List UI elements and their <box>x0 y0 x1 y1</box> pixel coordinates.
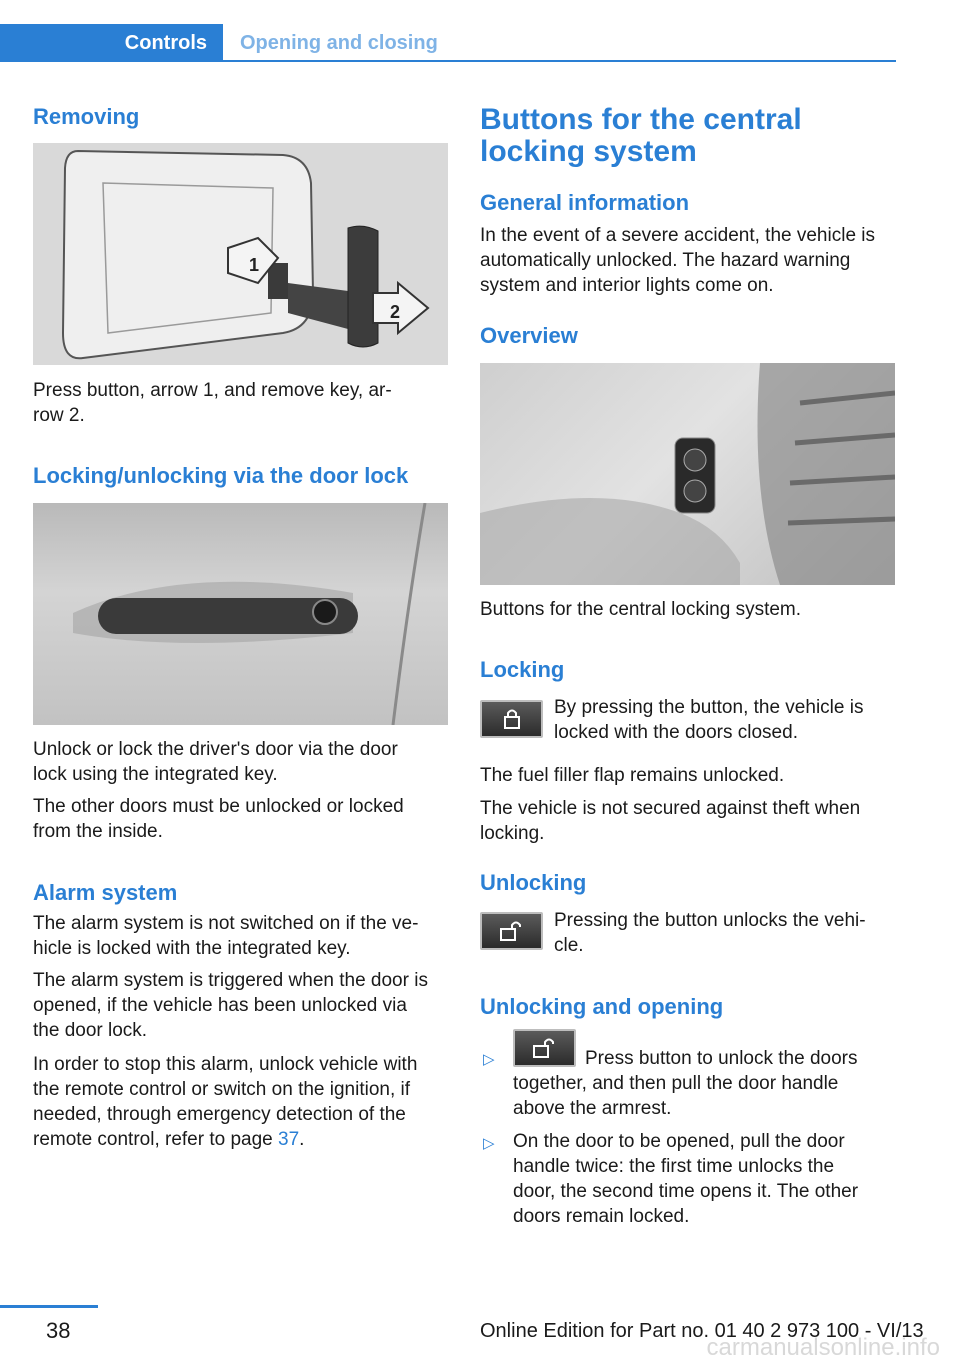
alarm-p2 <box>33 968 453 1043</box>
central-locking-buttons-photo <box>480 363 895 585</box>
arrow-1-label: 1 <box>249 255 260 275</box>
bullet-2-text <box>513 1129 898 1229</box>
theft-text <box>480 796 900 846</box>
bullet-1-line-1: Press button to unlock the doors <box>585 1048 858 1069</box>
bullet-1-text <box>513 1046 898 1121</box>
lock-via-door-heading: Locking/unlocking via the door lock <box>33 463 409 488</box>
unlocking-and-opening-heading: Unlocking and opening <box>480 994 724 1019</box>
page-number: 38 <box>46 1318 71 1343</box>
unlock-icon <box>482 914 541 948</box>
lock-button-image <box>480 700 543 738</box>
bullet-icon-1: ▷ <box>483 1051 495 1068</box>
general-line-3: system and interior lights come on. <box>480 275 774 296</box>
alarm-p1-line-1: The alarm system is not switched on if the ve‐ <box>33 913 419 934</box>
alarm-p3-line-2: the remote control or switch on the ignition, if <box>33 1079 411 1100</box>
title-line-1: Buttons for the central <box>480 103 802 136</box>
bullet-icon-2: ▷ <box>483 1135 495 1152</box>
fuel-flap-text: The fuel filler flap remains unlocked. <box>480 765 785 786</box>
general-information-text <box>480 223 900 298</box>
door-handle-photo <box>33 503 448 725</box>
lock-via-p2-line-2: from the inside. <box>33 821 163 842</box>
key-removal-illustration <box>33 143 448 365</box>
alarm-p3 <box>33 1052 453 1152</box>
page-37-link[interactable]: 37 <box>278 1129 300 1150</box>
tab-opening-label: Opening and closing <box>240 31 438 54</box>
removing-text-line-2: row 2. <box>33 405 85 426</box>
bullet-2-line-2: handle twice: the first time unlocks the <box>513 1156 835 1177</box>
unlock-button-image <box>480 912 543 950</box>
watermark: carmanualsonline.info <box>706 1334 940 1361</box>
theft-line-1: The vehicle is not secured against theft when <box>480 798 861 819</box>
overview-heading: Overview <box>480 323 578 348</box>
edition-note: Online Edition for Part no. 01 40 2 973 100 - VI/13 <box>480 1320 924 1342</box>
alarm-p2-line-2: opened, if the vehicle has been unlocked via <box>33 995 407 1016</box>
alarm-p1 <box>33 911 453 961</box>
arrow-2-label: 2 <box>390 302 401 322</box>
bullet-2-line-1: On the door to be opened, pull the door <box>513 1131 845 1152</box>
alarm-p1-line-2: hicle is locked with the integrated key. <box>33 938 351 959</box>
header-rule <box>0 60 896 62</box>
central-locking-title <box>480 104 802 168</box>
locking-heading: Locking <box>480 657 565 682</box>
lock-via-p2-line-1: The other doors must be unlocked or locked <box>33 796 404 817</box>
unlocking-line-1: Pressing the button unlocks the vehi‐ <box>554 910 866 931</box>
general-line-2: automatically unlocked. The hazard warning <box>480 250 851 271</box>
tab-controls <box>0 24 223 62</box>
lock-via-door-p1 <box>33 737 453 787</box>
alarm-system-heading: Alarm system <box>33 880 178 905</box>
lock-via-p1-line-2: lock using the integrated key. <box>33 764 278 785</box>
locking-line-1: By pressing the button, the vehicle is <box>554 697 864 718</box>
footer-rule <box>0 1305 98 1308</box>
lock-via-door-p2 <box>33 794 453 844</box>
unlocking-line-2: cle. <box>554 935 584 956</box>
lock-via-p1-line-1: Unlock or lock the driver's door via the door <box>33 739 398 760</box>
bullet-1-line-3: above the armrest. <box>513 1098 672 1119</box>
alarm-p3-line-1: In order to stop this alarm, unlock vehicle with <box>33 1054 418 1075</box>
title-line-2: locking system <box>480 135 697 168</box>
unlocking-text <box>554 908 899 958</box>
removing-text-line-1: Press button, arrow 1, and remove key, ar‐ <box>33 380 392 401</box>
general-line-1: In the event of a severe accident, the vehicle is <box>480 225 876 246</box>
lock-icon <box>482 702 541 736</box>
bullet-2-line-3: door, the second time opens it. The other <box>513 1181 859 1202</box>
general-information-heading: General information <box>480 190 690 215</box>
tab-controls-label: Controls <box>124 31 207 54</box>
theft-line-2: locking. <box>480 823 545 844</box>
unlocking-heading: Unlocking <box>480 870 587 895</box>
locking-line-2: locked with the doors closed. <box>554 722 798 743</box>
tab-opening-and-closing <box>240 24 438 62</box>
overview-caption: Buttons for the central locking system. <box>480 599 802 620</box>
removing-heading: Removing <box>33 104 140 129</box>
alarm-p3-line-4: remote control, refer to page <box>33 1129 279 1150</box>
alarm-p2-line-1: The alarm system is triggered when the door is <box>33 970 428 991</box>
locking-text <box>554 695 899 745</box>
bullet-1-line-2: together, and then pull the door handle <box>513 1073 839 1094</box>
alarm-p3-period: . <box>299 1129 305 1150</box>
removing-text <box>33 378 453 428</box>
alarm-p3-line-3: needed, through emergency detection of the <box>33 1104 406 1125</box>
bullet-2-line-4: doors remain locked. <box>513 1206 690 1227</box>
alarm-p2-line-3: the door lock. <box>33 1020 148 1041</box>
